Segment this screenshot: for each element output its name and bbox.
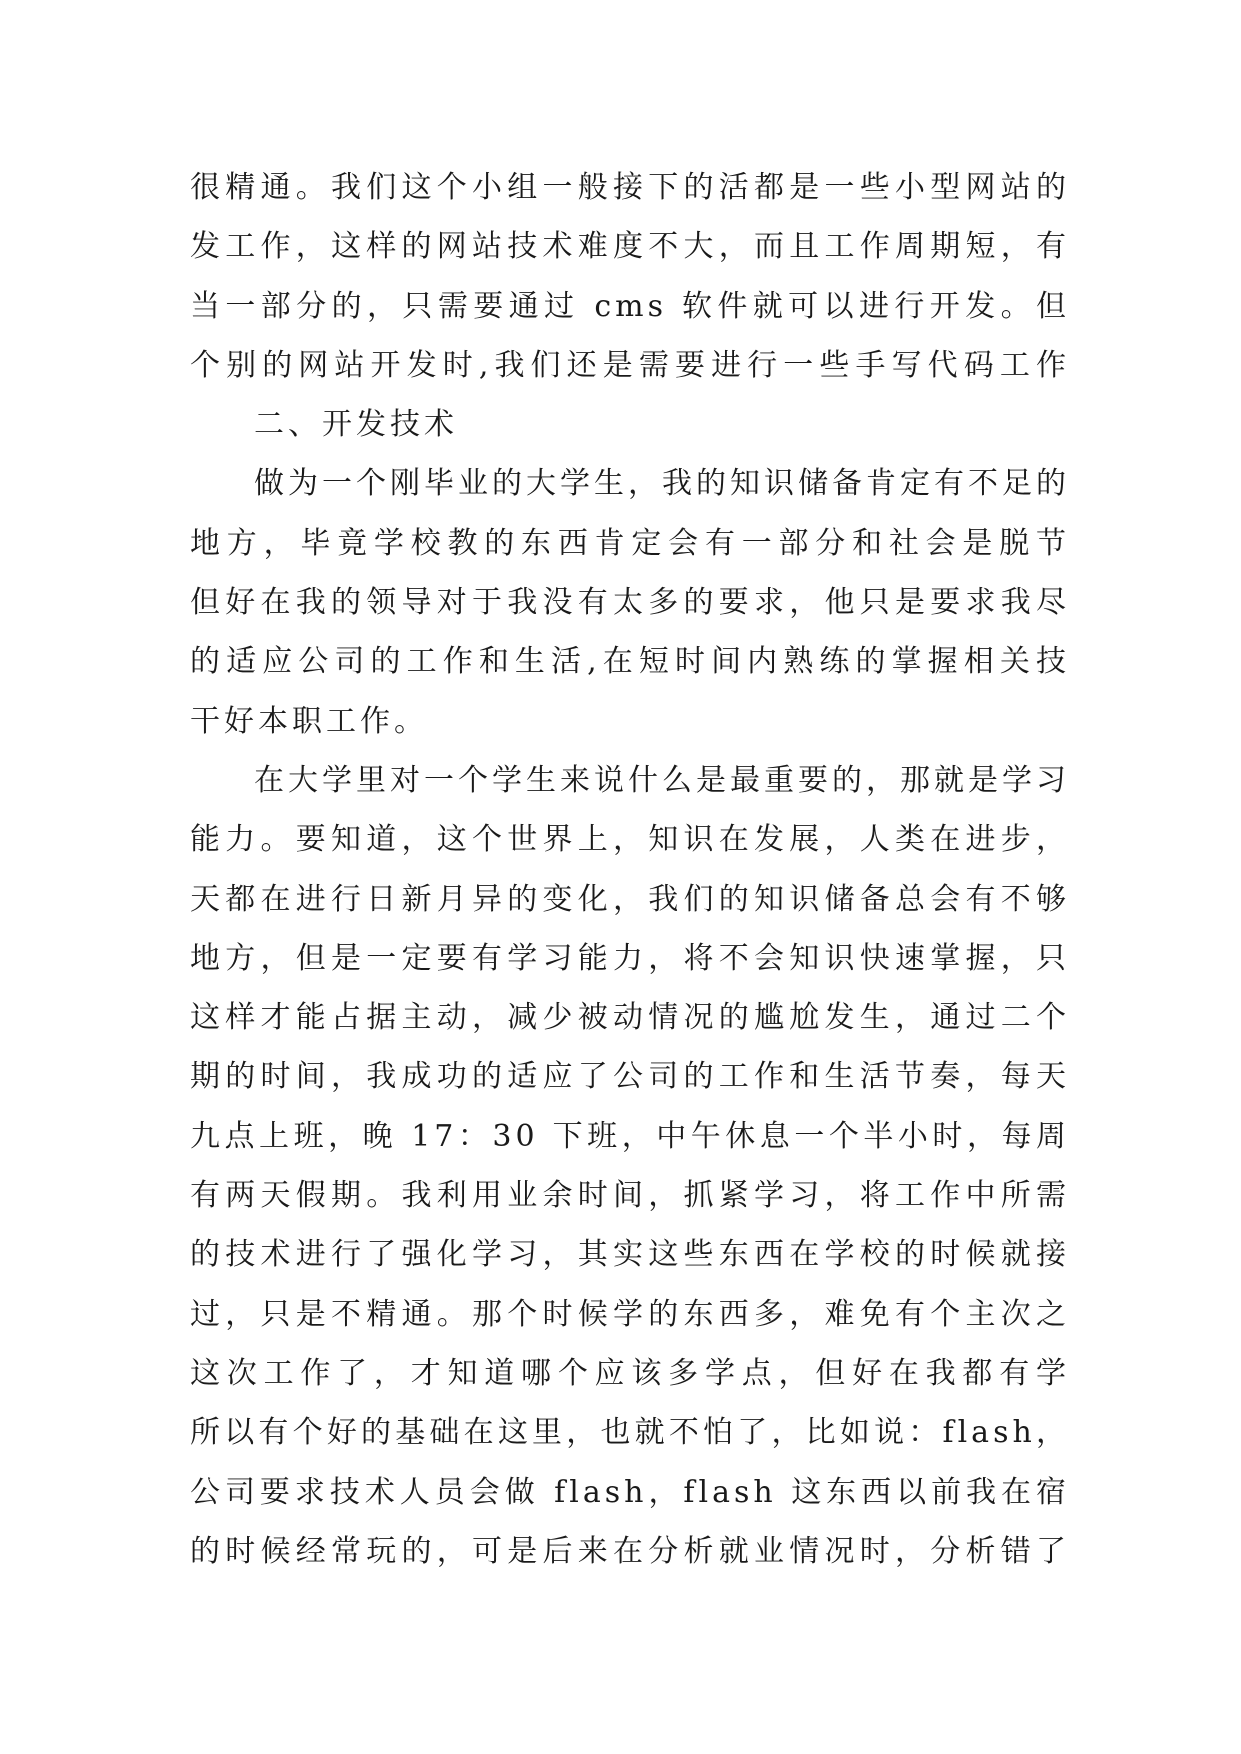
text-line: 地方，毕竟学校教的东西肯定会有一部分和社会是脱节 — [190, 525, 1070, 561]
section-heading: 二、开发技术 — [254, 407, 458, 443]
text-line: 天都在进行日新月异的变化，我们的知识储备总会有不够 — [190, 881, 1070, 917]
text-line: 的适应公司的工作和生活,在短时间内熟练的掌握相关技 — [190, 644, 1070, 680]
text-line: 的时候经常玩的，可是后来在分析就业情况时，分析错了 — [190, 1533, 1070, 1569]
text-line: 的技术进行了强化学习，其实这些东西在学校的时候就接 — [190, 1237, 1070, 1273]
text-line: 九点上班，晚 17：30 下班，中午休息一个半小时，每周 — [190, 1118, 1070, 1154]
text-line: 个别的网站开发时,我们还是需要进行一些手写代码工作 — [190, 347, 1070, 383]
text-line: 过，只是不精通。那个时候学的东西多，难免有个主次之 — [190, 1296, 1070, 1332]
text-line: 地方，但是一定要有学习能力，将不会知识快速掌握，只 — [190, 940, 1070, 976]
text-line: 很精通。我们这个小组一般接下的活都是一些小型网站的 — [190, 170, 1070, 205]
text-line: 当一部分的，只需要通过 cms 软件就可以进行开发。但 — [190, 288, 1070, 324]
text-line: 期的时间，我成功的适应了公司的工作和生活节奏，每天 — [190, 1059, 1070, 1095]
text-line: 有两天假期。我利用业余时间，抓紧学习，将工作中所需 — [190, 1178, 1070, 1214]
body-text — [190, 158, 1070, 1581]
text-line: 发工作，这样的网站技术难度不大，而且工作周期短，有 — [190, 229, 1070, 265]
text-line: 这次工作了，才知道哪个应该多学点，但好在我都有学 — [190, 1355, 1070, 1391]
text-line: 这样才能占据主动，减少被动情况的尴尬发生，通过二个 — [190, 1000, 1070, 1036]
text-line: 公司要求技术人员会做 flash，flash 这东西以前我在宿 — [190, 1474, 1070, 1510]
text-line: 但好在我的领导对于我没有太多的要求，他只是要求我尽 — [190, 585, 1070, 621]
text-line: 所以有个好的基础在这里，也就不怕了，比如说：flash， — [190, 1415, 1070, 1451]
text-line: 做为一个刚毕业的大学生，我的知识储备肯定有不足的 — [254, 466, 1070, 502]
text-line: 能力。要知道，这个世界上，知识在发展，人类在进步， — [190, 822, 1070, 858]
text-line: 在大学里对一个学生来说什么是最重要的，那就是学习 — [254, 762, 1070, 798]
text-line: 干好本职工作。 — [190, 703, 428, 739]
